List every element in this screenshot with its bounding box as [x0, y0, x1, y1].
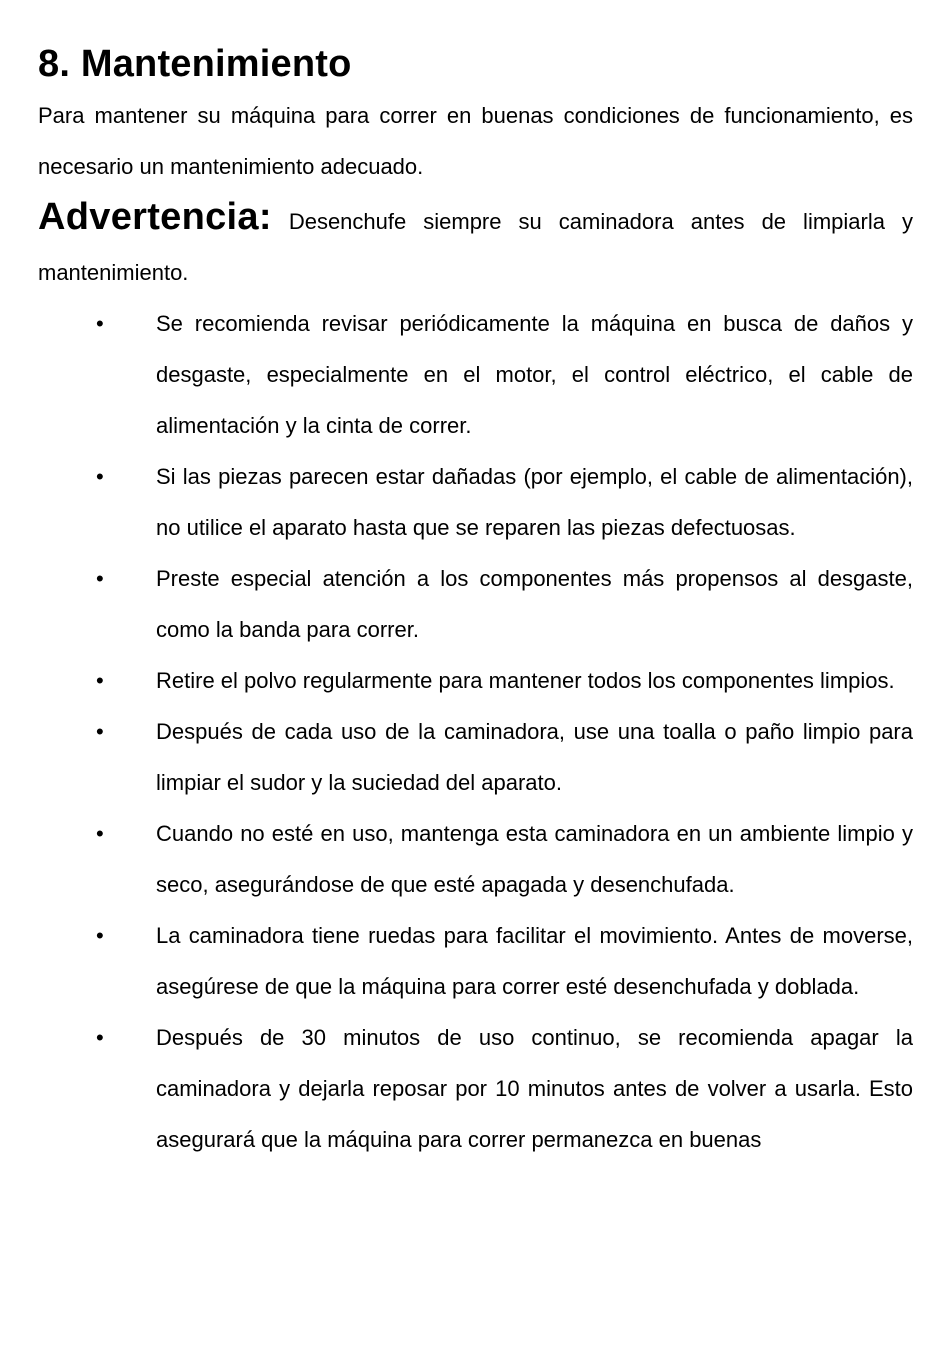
list-item	[38, 553, 913, 655]
maintenance-list	[38, 298, 913, 1165]
warning-text: Desenchufe siempre su caminadora antes de limpiarla y mantenimiento.	[38, 209, 913, 285]
list-item-text: Se recomienda revisar periódicamente la máquina en busca de daños y desgaste, especialmente en el motor, el control eléctrico, el cable de alimentación y la cinta de correr.	[156, 311, 913, 438]
list-item-text: Retire el polvo regularmente para mantener todos los componentes limpios.	[156, 668, 895, 693]
list-item	[38, 451, 913, 553]
list-item	[38, 298, 913, 451]
bullet-icon: •	[96, 1025, 104, 1050]
bullet-icon: •	[96, 311, 104, 336]
warning-label: Advertencia:	[38, 196, 272, 238]
bullet-icon: •	[96, 719, 104, 744]
bullet-icon: •	[96, 566, 104, 591]
list-item	[38, 808, 913, 910]
list-item-text: La caminadora tiene ruedas para facilitar el movimiento. Antes de moverse, asegúrese de que la máquina para correr esté desenchufada y doblada.	[156, 923, 913, 999]
list-item	[38, 1012, 913, 1165]
list-item-text: Después de 30 minutos de uso continuo, se recomienda apagar la caminadora y dejarla reposar por 10 minutos antes de volver a usarla. Esto asegurará que la máquina para correr permanezca en buenas	[156, 1025, 913, 1152]
bullet-icon: •	[96, 821, 104, 846]
bullet-icon: •	[96, 668, 104, 693]
section-title: 8. Mantenimiento	[38, 43, 352, 85]
list-item	[38, 706, 913, 808]
bullet-icon: •	[96, 464, 104, 489]
intro-paragraph: Para mantener su máquina para correr en buenas condiciones de funcionamiento, es necesario un mantenimiento adecuado.	[38, 103, 913, 179]
list-item-text: Cuando no esté en uso, mantenga esta caminadora en un ambiente limpio y seco, asegurándose de que esté apagada y desenchufada.	[156, 821, 913, 897]
list-item-text: Si las piezas parecen estar dañadas (por ejemplo, el cable de alimentación), no utilice el aparato hasta que se reparen las piezas defectuosas.	[156, 464, 913, 540]
list-item-text: Preste especial atención a los componentes más propensos al desgaste, como la banda para correr.	[156, 566, 913, 642]
list-item	[38, 655, 913, 706]
list-item	[38, 910, 913, 1012]
list-item-text: Después de cada uso de la caminadora, use una toalla o paño limpio para limpiar el sudor y la suciedad del aparato.	[156, 719, 913, 795]
bullet-icon: •	[96, 923, 104, 948]
warning-paragraph	[38, 192, 913, 298]
